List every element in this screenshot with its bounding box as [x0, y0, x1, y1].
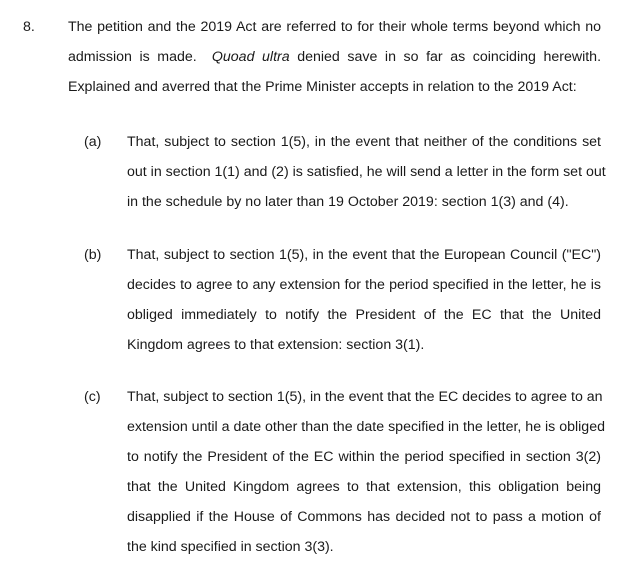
- subparagraph-line: disapplied if the House of Commons has decided not to pass a motion of: [127, 509, 601, 525]
- paragraph-number: 8.: [23, 19, 35, 35]
- subparagraph-line: obliged immediately to notify the President of the EC that the United: [127, 307, 601, 323]
- subparagraph-text: [127, 382, 605, 562]
- subparagraph-line: That, subject to section 1(5), in the event that the European Council ("EC"): [127, 247, 601, 263]
- subparagraph-text: [127, 127, 606, 217]
- latin-phrase: Quoad ultra: [211, 49, 290, 65]
- paragraph-body: [68, 12, 601, 102]
- subparagraph-label: (a): [84, 134, 102, 150]
- subparagraph-text: [127, 240, 601, 360]
- subparagraph-line: That, subject to section 1(5), in the event that the EC decides to agree to an: [127, 389, 603, 405]
- subparagraph-line: to notify the President of the EC within the period specified in section 3(2): [127, 449, 601, 465]
- subparagraph-line: That, subject to section 1(5), in the event that neither of the conditions set: [127, 134, 601, 150]
- subparagraph-line: extension until a date other than the date specified in the letter, he is obliged: [127, 419, 605, 435]
- subparagraph-line: out in section 1(1) and (2) is satisfied, he will send a letter in the form set out: [127, 164, 606, 180]
- subparagraph-label: (c): [84, 389, 101, 405]
- subparagraph-line: the kind specified in section 3(3).: [127, 539, 334, 555]
- subparagraph-line: in the schedule by no later than 19 October 2019: section 1(3) and (4).: [127, 194, 569, 210]
- subparagraph-line: Kingdom agrees to that extension: section 3(1).: [127, 337, 425, 353]
- subparagraph-line: that the United Kingdom agrees to that extension, this obligation being: [127, 479, 601, 495]
- subparagraph-label: (b): [84, 247, 102, 263]
- paragraph-line: admission is made. Quoad ultra denied save in so far as coinciding herewith.: [68, 49, 602, 65]
- paragraph-line: The petition and the 2019 Act are referred to for their whole terms beyond which no: [68, 19, 601, 35]
- subparagraph-line: decides to agree to any extension for the period specified in the letter, he is: [127, 277, 601, 293]
- paragraph-line: Explained and averred that the Prime Minister accepts in relation to the 2019 Act:: [68, 79, 577, 95]
